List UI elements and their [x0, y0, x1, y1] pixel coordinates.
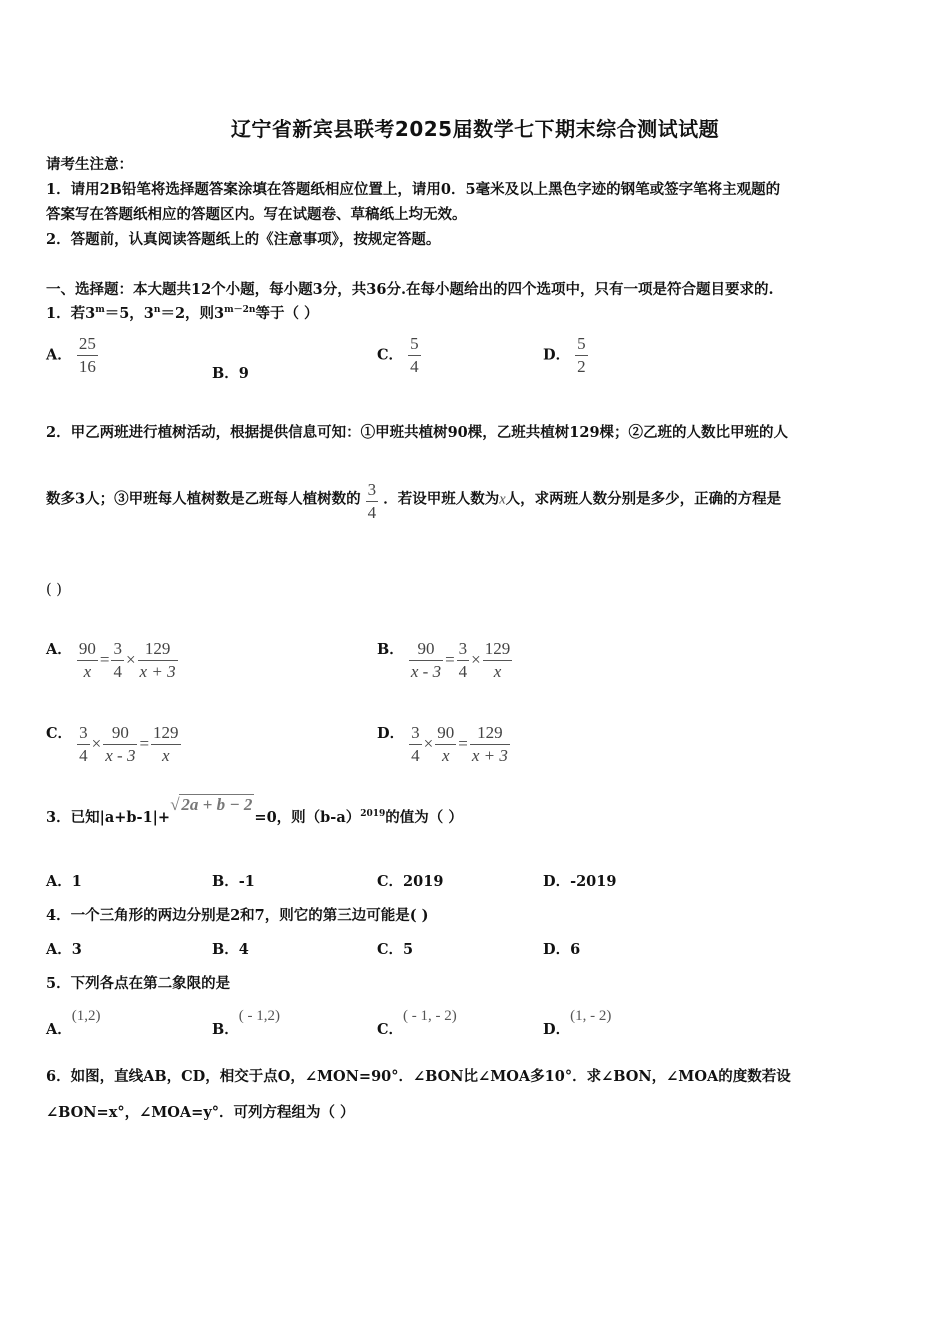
q4-option-c[interactable]: C．5 [377, 941, 414, 958]
q1-option-c[interactable]: C． $\frac{5}{4}$ [377, 334, 419, 376]
q3-option-c[interactable]: C．2019 [377, 873, 444, 890]
q1-option-d[interactable]: D． $\frac{5}{2}$ [543, 334, 586, 376]
notice-line-2: 2．答题前，认真阅读答题纸上的《注意事项》，按规定答题。 [46, 231, 441, 248]
section-heading: 一、选择题：本大题共12个小题，每小题3分，共36分.在每小题给出的四个选项中，只有一项是符合题目要求的. [46, 281, 774, 298]
q4-stem: 4．一个三角形的两边分别是2和7，则它的第三边可能是( ) [46, 907, 429, 924]
q4-option-d[interactable]: D．6 [543, 941, 581, 958]
notice-line-1-cont: 答案写在答题纸相应的答题区内。写在试题卷、草稿纸上均无效。 [46, 206, 467, 223]
q6-stem-line-2: ∠BON=x°，∠MOA=y°．可列方程组为（ ） [46, 1104, 355, 1121]
q5-option-a[interactable]: A．(1,2) [46, 1008, 101, 1038]
q3-option-b[interactable]: B．-1 [212, 873, 255, 890]
notice-heading: 请考生注意： [46, 156, 133, 173]
q3-radicand: 2a + b − 2 [181, 795, 253, 814]
q2-stem-line-1: 2．甲乙两班进行植树活动，根据提供信息可知：①甲班共植树90棵，乙班共植树129棵；②乙班的人数比甲班的人 [46, 424, 789, 441]
q6-stem-line-1: 6．如图，直线AB，CD，相交于点O，∠MON=90°．∠BON比∠MOA多10°．求∠BON，∠MOA的度数若设 [46, 1068, 791, 1085]
q4-option-a[interactable]: A．3 [46, 941, 82, 958]
notice-line-1: 1．请用2B铅笔将选择题答案涂填在答题纸相应位置上，请用0．5毫米及以上黑色字迹的钢笔或签字笔将主观题的 [46, 181, 781, 198]
q1-stem: 1．若$3^m=5$，$3^n=2$，则$3^{m-2n}$等于（ ） [46, 305, 319, 322]
q2-option-c[interactable]: C． $\frac{3}{4}$ × $\frac{90}{x - 3}$ = $\frac{129}{x}$ [46, 723, 179, 765]
q5-stem: 5．下列各点在第二象限的是 [46, 975, 231, 992]
q3-stem: 3．已知|a+b-1|+√ 2a + b − 2=0，则$(b-a)^{2019}$的值为（ ） [46, 795, 463, 826]
q2-option-a[interactable]: A． $\frac{90}{x}$ = $\frac{3}{4}$ × $\frac{129}{x + 3}$ [46, 639, 176, 681]
q5-option-c[interactable]: C．( - 1, - 2) [377, 1008, 457, 1038]
q1-option-a[interactable]: A． $\frac{25}{16}$ [46, 334, 96, 376]
q2-option-d[interactable]: D． $\frac{3}{4}$ × $\frac{90}{x}$ = $\frac{129}{x + 3}$ [377, 723, 508, 765]
q2-stem-line-2: 数多3人；③甲班每人植树数是乙班每人植树数的 $\frac{3}{4}$ ．若设甲班人数为x人，求两班人数分别是多少，正确的方程是 [46, 480, 782, 522]
page-title: 辽宁省新宾县联考2025届数学七下期末综合测试试题 [230, 117, 720, 141]
q5-option-b[interactable]: B．( - 1,2) [212, 1008, 281, 1038]
q2-answer-paren: ( ) [46, 582, 62, 598]
q4-option-b[interactable]: B．4 [212, 941, 249, 958]
q2-option-b[interactable]: B． $\frac{90}{x - 3}$ = $\frac{3}{4}$ × $\frac{129}{x}$ [377, 639, 511, 681]
q5-option-d[interactable]: D．(1, - 2) [543, 1008, 612, 1038]
q3-option-a[interactable]: A．1 [46, 873, 82, 890]
q1-option-b[interactable]: B．9 [212, 365, 249, 382]
q3-option-d[interactable]: D．-2019 [543, 873, 617, 890]
